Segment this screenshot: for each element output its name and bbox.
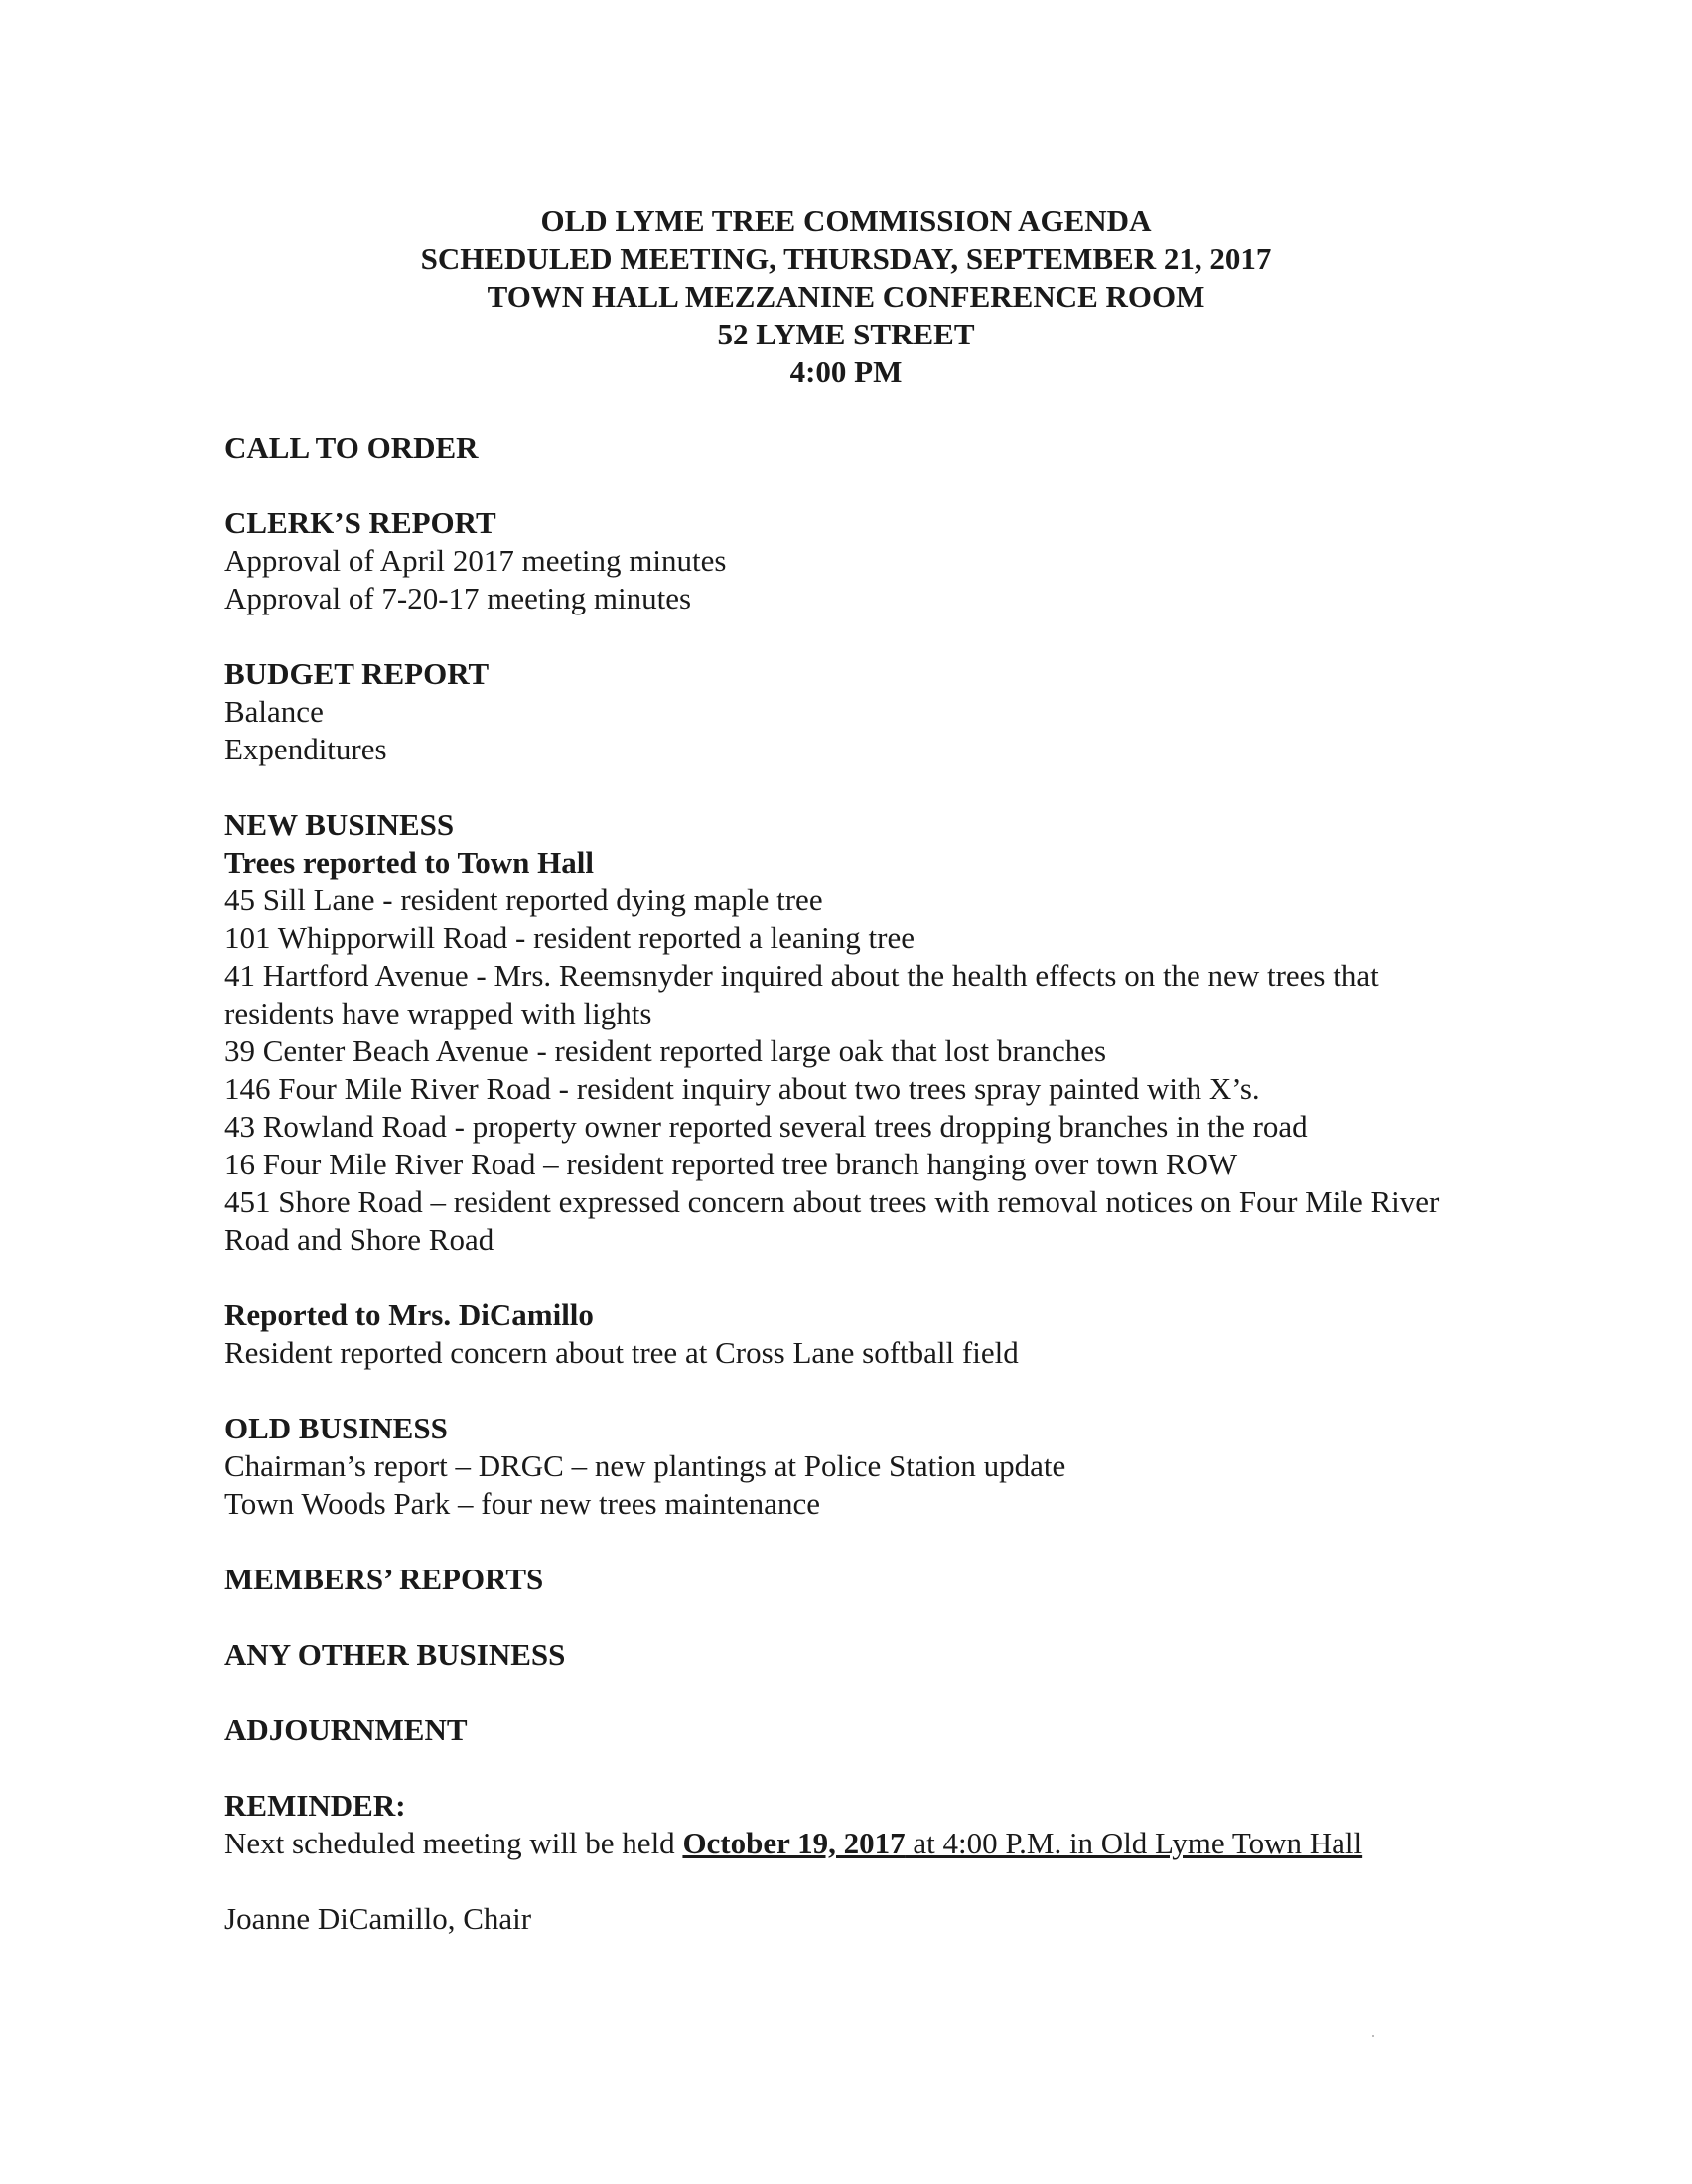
new-business-item: 146 Four Mile River Road - resident inquiry about two trees spray painted with X’s. [224,1071,1260,1106]
meeting-room: TOWN HALL MEZZANINE CONFERENCE ROOM [487,279,1205,314]
clerks-report-heading: CLERK’S REPORT [224,505,496,540]
new-business-item: 101 Whipporwill Road - resident reported a leaning tree [224,920,915,955]
old-business-item: Town Woods Park – four new trees maintenance [224,1486,820,1521]
meeting-address: 52 LYME STREET [717,317,975,351]
chair-signature: Joanne DiCamillo, Chair [224,1901,532,1936]
agenda-header [0,203,1692,391]
call-to-order-heading: CALL TO ORDER [224,430,479,465]
clerks-report-item: Approval of April 2017 meeting minutes [224,543,727,578]
budget-report-item: Expenditures [224,732,387,766]
new-business-item: 45 Sill Lane - resident reported dying maple tree [224,883,823,917]
reminder-prefix: Next scheduled meeting will be held [224,1826,683,1860]
scan-speck [1372,2035,1374,2037]
agenda-body [224,429,1515,1938]
clerks-report-item: Approval of 7-20-17 meeting minutes [224,581,692,615]
reminder-details [682,1826,1362,1860]
new-business-item: 41 Hartford Avenue - Mrs. Reemsnyder inquired about the health effects on the new trees that residents have wrapped with lights [224,958,1379,1030]
agenda-title: OLD LYME TREE COMMISSION AGENDA [540,204,1152,238]
new-business-item: 451 Shore Road – resident expressed concern about trees with removal notices on Four Mile River Road and Shore Road [224,1184,1440,1257]
reminder-text [224,1825,1515,1862]
budget-report-item: Balance [224,694,324,729]
members-reports-heading: MEMBERS’ REPORTS [224,1562,544,1596]
adjournment-heading: ADJOURNMENT [224,1712,468,1747]
new-business-subheading: Trees reported to Town Hall [224,845,594,880]
new-business-item: 43 Rowland Road - property owner reported several trees dropping branches in the road [224,1109,1308,1144]
reminder-heading: REMINDER: [224,1788,406,1823]
new-business-item: 39 Center Beach Avenue - resident reported large oak that lost branches [224,1033,1107,1068]
meeting-date: SCHEDULED MEETING, THURSDAY, SEPTEMBER 21, 2017 [420,241,1272,276]
old-business-heading: OLD BUSINESS [224,1411,448,1445]
next-meeting-date: October 19, 2017 [682,1826,906,1860]
budget-report-heading: BUDGET REPORT [224,656,490,691]
meeting-time: 4:00 PM [789,354,903,389]
other-business-heading: ANY OTHER BUSINESS [224,1637,566,1672]
new-business-heading: NEW BUSINESS [224,807,455,842]
old-business-item: Chairman’s report – DRGC – new plantings at Police Station update [224,1448,1066,1483]
reminder-suffix: at 4:00 P.M. in Old Lyme Town Hall [905,1826,1363,1860]
reported-to-chair-subheading: Reported to Mrs. DiCamillo [224,1297,594,1332]
reported-to-chair-item: Resident reported concern about tree at Cross Lane softball field [224,1335,1019,1370]
new-business-item: 16 Four Mile River Road – resident reported tree branch hanging over town ROW [224,1147,1238,1181]
